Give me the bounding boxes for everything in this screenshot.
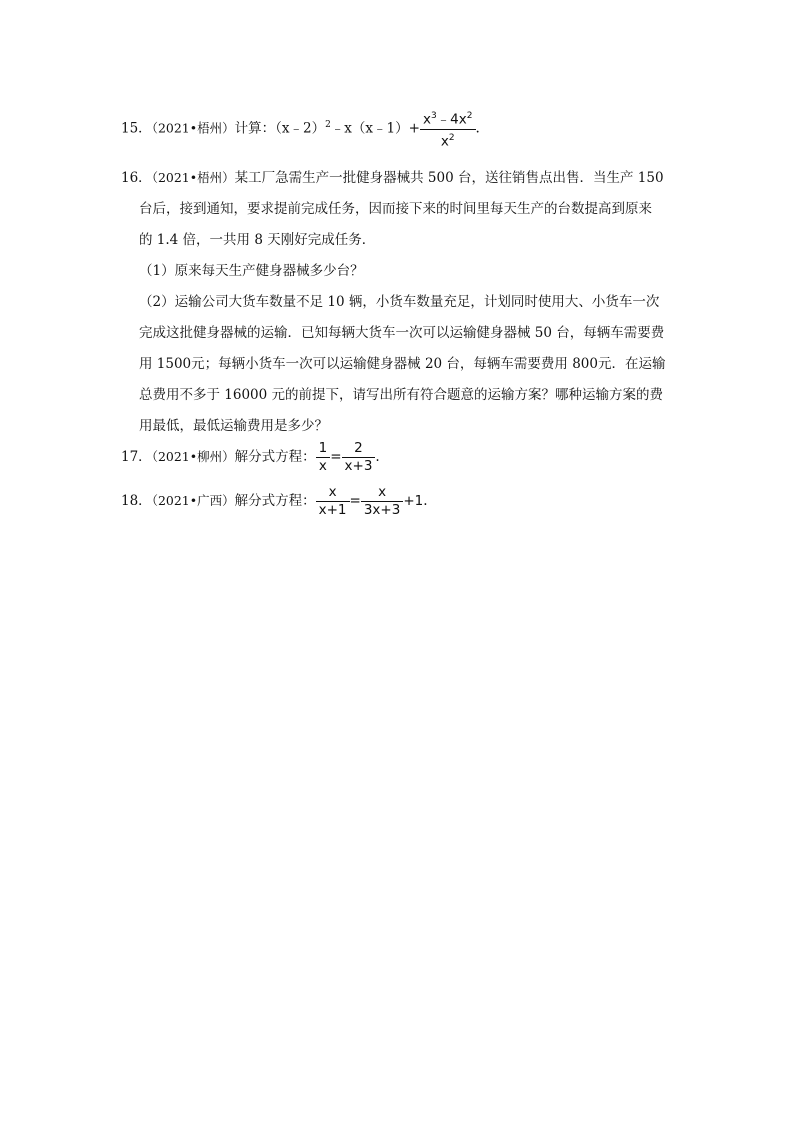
expression-part: （x﹣2） <box>275 120 326 137</box>
numerator: x <box>328 484 337 500</box>
question-source: （2021•柳州） <box>151 449 235 464</box>
question-17 <box>121 440 380 475</box>
fraction-rhs <box>361 484 403 519</box>
numerator: x <box>378 484 387 500</box>
question-number: 18． <box>121 493 152 509</box>
fraction-rhs <box>342 440 376 475</box>
question-text: 某工厂急需生产一批健身器械共 500 台，送往销售点出售．当生产 150 <box>234 170 664 186</box>
denominator: 3x+3 <box>363 502 401 518</box>
period: . <box>475 120 480 137</box>
question-16-part-2-line-1: （2）运输公司大货车数量不足 10 辆，小货车数量充足，计划同时使用大、小货车一次 <box>139 294 660 310</box>
exponent: 2 <box>325 120 331 130</box>
question-number: 15． <box>121 120 152 137</box>
question-number: 16． <box>121 170 152 186</box>
exponent: 2 <box>466 111 473 121</box>
question-16-line-3: 的 1.4 倍，一共用 8 天刚好完成任务． <box>139 232 376 248</box>
numerator: 1 <box>318 440 328 456</box>
question-16-part-2-line-5: 用最低，最低运输费用是多少？ <box>139 418 328 434</box>
question-lead: 解分式方程： <box>234 449 316 465</box>
denominator: x+3 <box>344 458 373 474</box>
period: . <box>423 493 428 509</box>
denominator-term: x <box>440 133 449 149</box>
question-lead: 解分式方程： <box>234 493 316 509</box>
question-16-line-1 <box>121 166 664 186</box>
question-16-part-2-line-2: 完成这批健身器械的运输．已知每辆大货车一次可以运输健身器械 50 台，每辆车需要费 <box>139 325 665 341</box>
plus-one: +1 <box>403 493 424 509</box>
denominator: x <box>318 458 327 474</box>
question-number: 17． <box>121 449 152 465</box>
equals-sign: = <box>349 493 361 509</box>
question-16-part-2-line-4: 总费用不多于 16000 元的前提下，请写出所有符合题意的运输方案？哪种运输方案的费 <box>139 387 664 403</box>
question-lead: 计算： <box>234 120 276 137</box>
question-source: （2021•广西） <box>151 493 235 508</box>
fraction-lhs <box>316 440 331 475</box>
exponent: 2 <box>448 132 455 143</box>
expression-part: ﹣x（x﹣1）+ <box>330 120 420 137</box>
numerator: 2 <box>354 440 363 456</box>
question-source: （2021•梧州） <box>151 170 235 185</box>
fraction <box>420 108 476 150</box>
question-15 <box>121 108 480 150</box>
equals-sign: = <box>330 449 342 465</box>
question-16-part-1: （1）原来每天生产健身器械多少台？ <box>139 263 364 279</box>
exponent: 3 <box>430 111 437 121</box>
question-18 <box>121 484 428 519</box>
question-16-part-2-line-3: 用 1500元；每辆小货车一次可以运输健身器械 20 台，每辆车需要费用 800元．在运输 <box>139 356 666 372</box>
numerator-term: ﹣4x <box>436 111 467 128</box>
question-16-line-2: 台后，接到通知，要求提前完成任务，因而接下来的时间里每天生产的台数提高到原来 <box>139 201 652 217</box>
fraction-lhs <box>316 484 350 519</box>
numerator-term: x <box>422 111 431 128</box>
question-source: （2021•梧州） <box>151 120 235 136</box>
denominator: x+1 <box>318 502 347 518</box>
period: . <box>375 449 380 465</box>
